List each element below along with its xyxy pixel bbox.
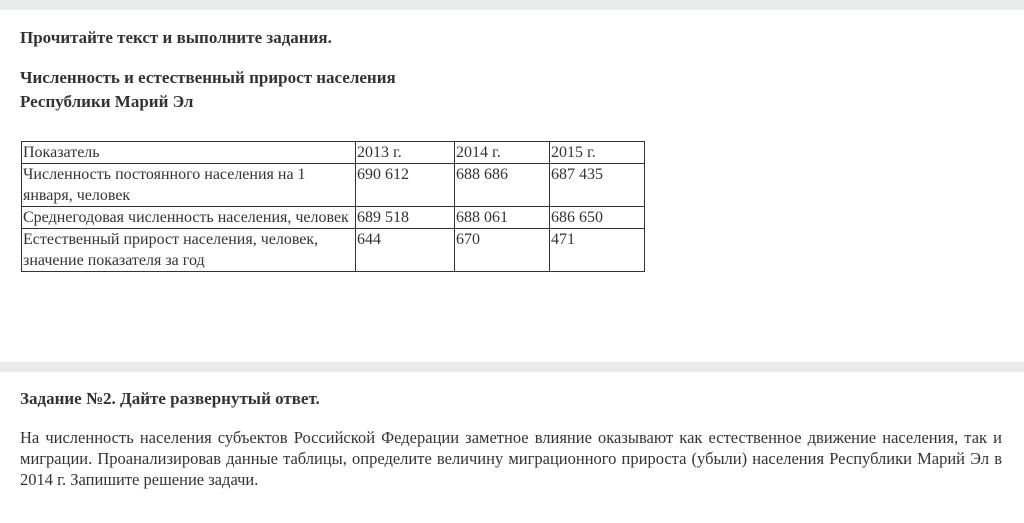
row-label: Среднегодовая численность населения, человек	[22, 207, 356, 229]
row-value-2015: 471	[550, 229, 645, 272]
row-value-2015: 687 435	[550, 164, 645, 207]
task-text: На численность населения субъектов Российской Федерации заметное влияние оказывают как естественное движение населения, так и миграции. Проанализировав данные таблицы, определите величину миграционного прироста (убыли) населения Республики Марий Эл в 2014 г. Запишите решение задачи.	[20, 428, 1002, 489]
text-panel	[0, 10, 1024, 362]
table-header-row	[22, 142, 645, 164]
row-value-2013: 689 518	[356, 207, 455, 229]
table-row	[22, 164, 645, 207]
row-label: Численность постоянного населения на 1 января, человек	[22, 164, 356, 207]
header-2014: 2014 г.	[455, 142, 550, 164]
instruction-text: Прочитайте текст и выполните задания.	[20, 28, 332, 47]
row-value-2015: 686 650	[550, 207, 645, 229]
row-value-2013: 644	[356, 229, 455, 272]
table-row	[22, 229, 645, 272]
table-title	[20, 66, 396, 114]
row-value-2014: 688 061	[455, 207, 550, 229]
header-indicator: Показатель	[22, 142, 356, 164]
header-2013: 2013 г.	[356, 142, 455, 164]
row-value-2014: 688 686	[455, 164, 550, 207]
task-title: Задание №2. Дайте развернутый ответ.	[20, 389, 320, 408]
table-title-line-2: Республики Марий Эл	[20, 92, 194, 111]
task-panel	[0, 372, 1024, 523]
table-title-line-1: Численность и естественный прирост населения	[20, 68, 396, 87]
header-2015: 2015 г.	[550, 142, 645, 164]
population-table	[21, 141, 645, 272]
row-label: Естественный прирост населения, человек, значение показателя за год	[22, 229, 356, 272]
table-row	[22, 207, 645, 229]
row-value-2013: 690 612	[356, 164, 455, 207]
row-value-2014: 670	[455, 229, 550, 272]
